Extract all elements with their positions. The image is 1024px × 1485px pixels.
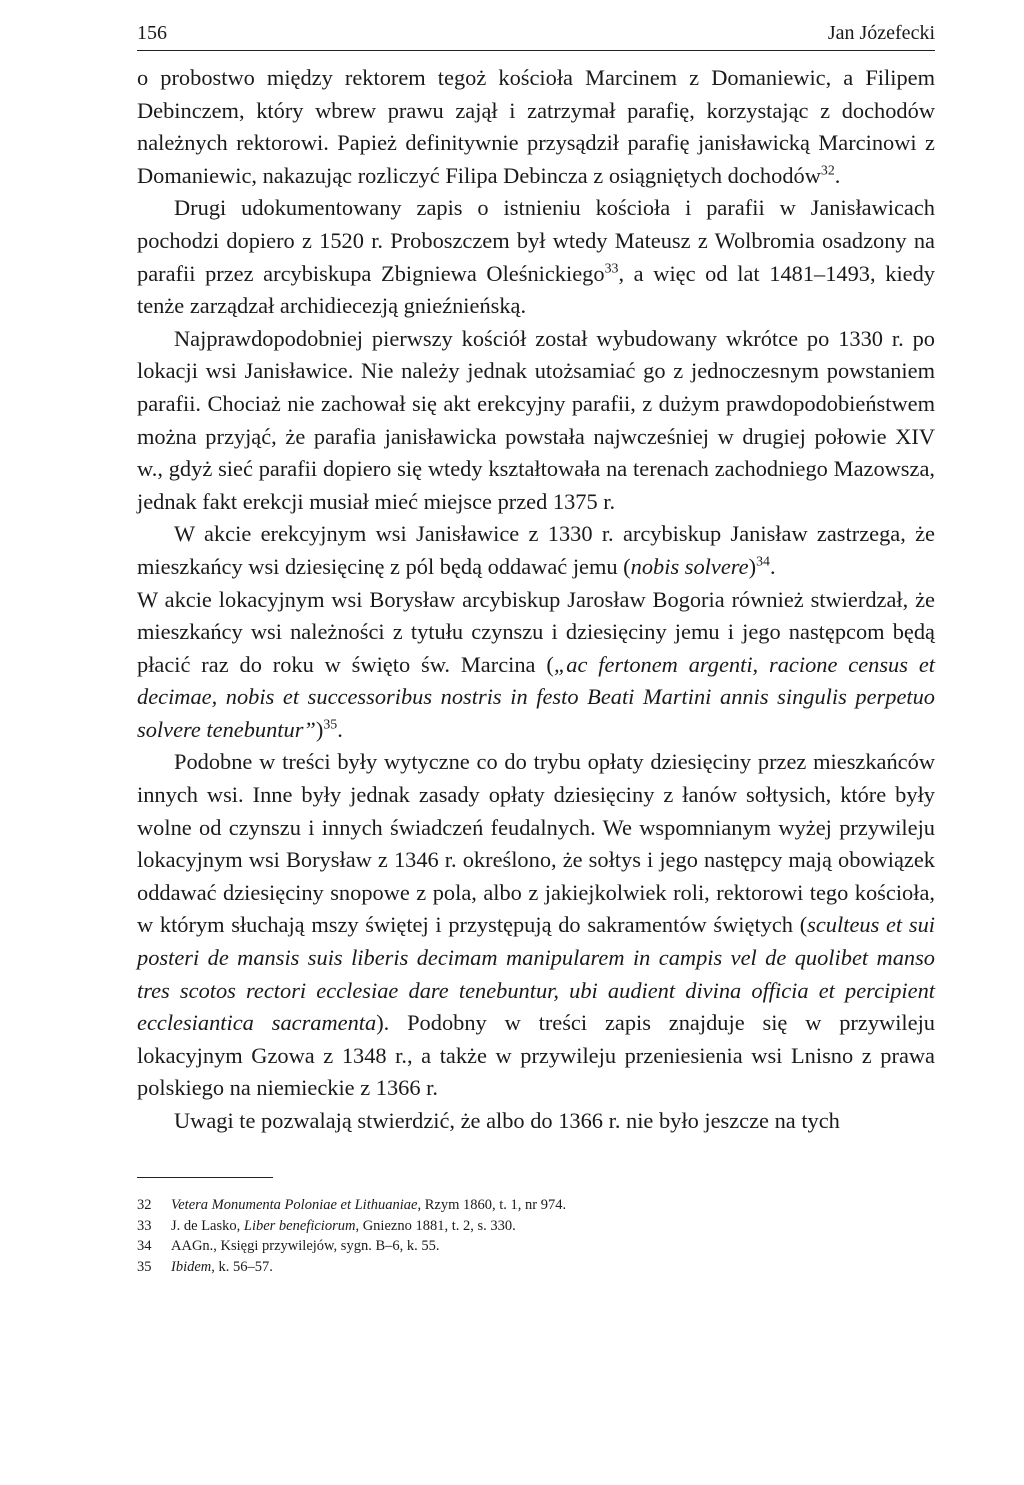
footnote-title: Vetera Monumenta Poloniae et Lithuaniae xyxy=(171,1197,418,1213)
paragraph-text: W akcie erekcyjnym wsi Janisławice z 1330 r. arcybiskup Janisław zastrzega, że mieszkańcy wsi dziesięcinę z pól będą oddawać jemu ( xyxy=(137,521,935,579)
footnote-33 xyxy=(137,1216,935,1237)
footnote-separator xyxy=(137,1177,273,1178)
latin-quote: sculteus et sui posteri de mansis suis liberis decimam manipularem in campis vel de quolibet manso tres scotos rectori ecclesiae dare tenebuntur, ubi audient divina officia et percipient ecclesiantica sacramenta xyxy=(137,912,935,1036)
footnote-ref-34[interactable]: 34 xyxy=(756,554,770,570)
running-author: Jan Józefecki xyxy=(827,22,935,44)
paragraph-text: Drugi udokumentowany zapis o istnieniu kościoła i parafii w Janisławicach pochodzi dopiero z 1520 r. Proboszczem był wtedy Mateusz z Wolbromia osadzony na parafii przez arcybiskupa Zbigniewa Oleśnickiego xyxy=(137,195,935,286)
page-number: 156 xyxy=(137,22,167,44)
paragraph-text: . xyxy=(769,553,776,579)
main-text xyxy=(137,62,935,1138)
footnote-ref-33[interactable]: 33 xyxy=(604,261,619,277)
footnote-34 xyxy=(137,1236,935,1257)
footnote-ref-35[interactable]: 35 xyxy=(323,717,338,733)
footnote-text xyxy=(171,1216,935,1237)
latin-quote: „ac fertonem argenti, racione census et decimae, nobis et successoribus nostris in festo Beati Martini annis singulis perpetuo solvere tenebuntur” xyxy=(137,651,935,742)
footnote-title: Liber beneficiorum xyxy=(243,1217,356,1234)
paragraph-text: Podobne w treści były wytyczne co do trybu opłaty dziesięciny przez mieszkańców innych wsi. Inne były jednak zasady opłaty dziesięciny z łanów sołtysich, które były wolne od czynszu i innych świadczeń feudalnych. We wspomnianym wyżej przywileju lokacyjnym wsi Borysław z 1346 r. określono, że sołtys i jego następcy mają obowiązek oddawać dziesięciny snopowe z pola, albo z jakiejkolwiek roli, rektorowi tego kościoła, w którym słuchają mszy świętej i przystępują do sakramentów świętych ( xyxy=(137,749,935,938)
paragraph-6 xyxy=(137,746,935,1105)
footnote-detail: , k. 56–57. xyxy=(211,1258,273,1275)
paragraph-text: Uwagi te pozwalają stwierdzić, że albo do 1366 r. nie było jeszcze na tych xyxy=(174,1108,840,1133)
footnote-detail: , Gniezno 1881, t. 2, s. 330. xyxy=(355,1217,516,1234)
paragraph-text: . xyxy=(834,162,841,188)
paragraph-text: W akcie lokacyjnym wsi Borysław arcybiskup Jarosław Bogoria również stwierdzał, że mieszkańcy wsi należności z tytułu czynszu i dziesięciny jemu i jego następcom będą płacić raz do roku w święto św. Marcina ( xyxy=(137,586,935,677)
running-header xyxy=(137,20,935,51)
latin-quote: nobis solvere xyxy=(630,553,749,579)
footnote-text xyxy=(171,1195,935,1216)
footnotes xyxy=(137,1195,935,1277)
paragraph-text: o probostwo między rektorem tegoż kościoła Marcinem z Domaniewic, a Filipem Debinczem, który wbrew prawu zajął i zatrzymał parafię, korzystając z dochodów należnych rektorowi. Papież definitywnie przysądził parafię janisławicką Marcinowi z Domaniewic, nakazując rozliczyć Filipa Debincza z osiągniętych dochodów xyxy=(137,65,935,188)
paragraph-text: ). Podobny w treści zapis znajduje się w przywileju lokacyjnym Gzowa z 1348 r., a także w przywileju przeniesienia wsi Lnisno z prawa polskiego na niemieckie z 1366 r. xyxy=(137,1010,935,1101)
footnote-ref-32[interactable]: 32 xyxy=(820,163,835,179)
paragraph-text: ) xyxy=(315,716,324,742)
paragraph-5 xyxy=(137,584,935,747)
footnote-title: Ibidem xyxy=(171,1258,212,1275)
footnote-number: 33 xyxy=(137,1217,152,1234)
paragraph-4 xyxy=(137,518,935,583)
footnote-number: 35 xyxy=(137,1258,152,1275)
footnote-detail: AAGn., Księgi przywilejów, sygn. B–6, k. 55. xyxy=(171,1238,440,1254)
footnote-author: J. de Lasko, xyxy=(171,1217,244,1234)
paragraph-text: ) xyxy=(748,553,757,579)
footnote-32 xyxy=(137,1195,935,1216)
footnote-number: 32 xyxy=(137,1197,152,1213)
paragraph-text: , a więc od lat 1481–1493, kiedy tenże zarządzał archidiecezją gnieźnieńską. xyxy=(137,260,935,319)
footnote-text xyxy=(171,1236,935,1257)
footnote-number: 34 xyxy=(137,1238,152,1254)
footnote-detail: , Rzym 1860, t. 1, nr 974. xyxy=(417,1197,567,1213)
paragraph-text: Najprawdopodobniej pierwszy kościół został wybudowany wkrótce po 1330 r. po lokacji wsi Janisławice. Nie należy jednak utożsamiać go z jednoczesnym powstaniem parafii. Chociaż nie zachował się akt erekcyjny parafii, z dużym prawdopodobieństwem można przyjąć, że parafia janisławicka powstała najwcześniej w drugiej połowie XIV w., gdyż sieć parafii dopiero się wtedy kształtowała na terenach zachodniego Mazowsza, jednak fakt erekcji musiał mieć miejsce przed 1375 r. xyxy=(137,325,935,514)
paragraph-3 xyxy=(137,323,935,519)
paragraph-2 xyxy=(137,192,935,322)
footnote-text xyxy=(171,1257,935,1278)
paragraph-7 xyxy=(137,1105,935,1138)
footnote-35 xyxy=(137,1257,935,1278)
paragraph-text: . xyxy=(337,716,343,742)
paragraph-1 xyxy=(137,62,935,192)
